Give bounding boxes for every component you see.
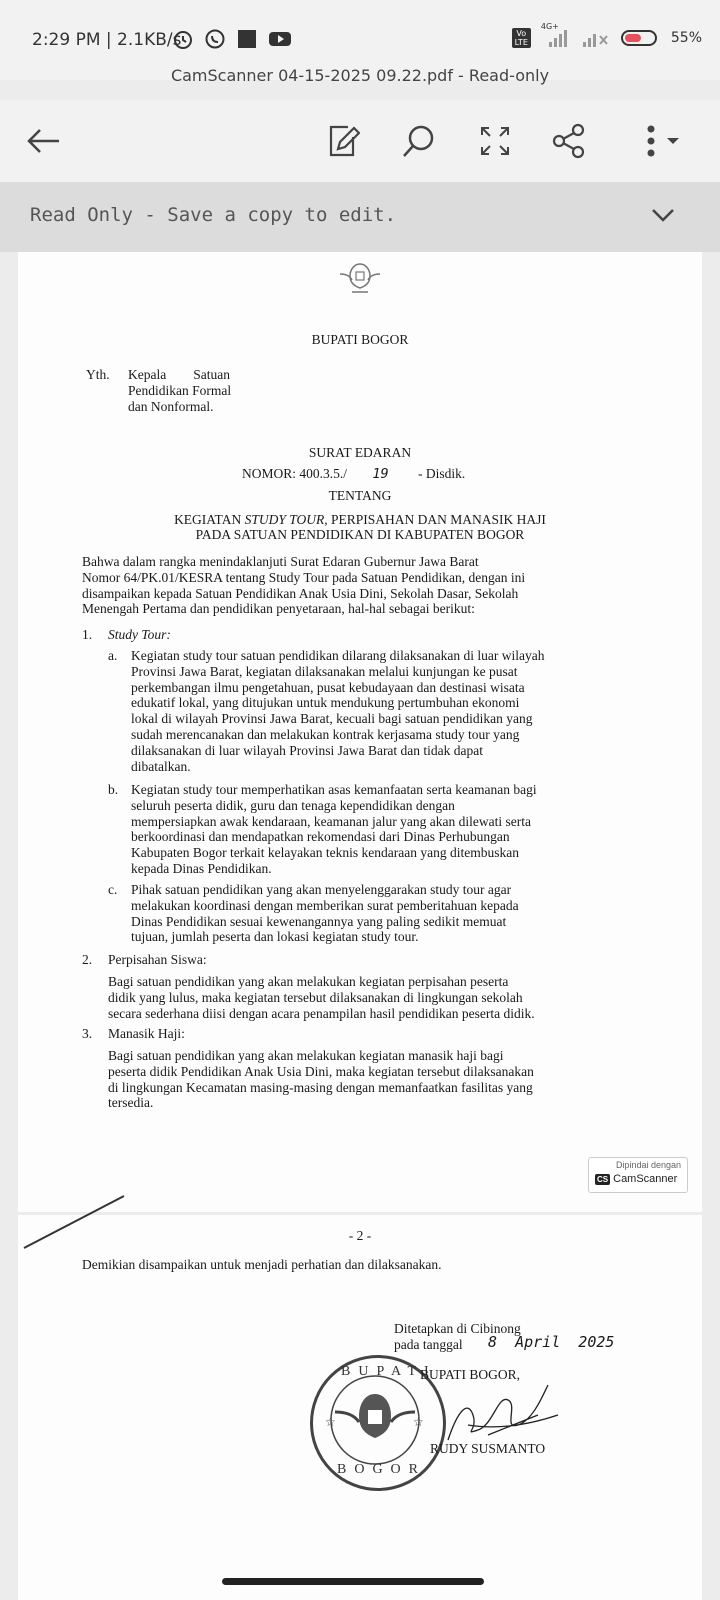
fullscreen-button[interactable] (472, 118, 518, 164)
volte-badge-top: Vo (516, 29, 527, 38)
text-line: Bahwa dalam rangka menindaklanjuti Surat Edaran Gubernur Jawa Barat (82, 554, 479, 569)
volte-badge-bottom: LTE (514, 38, 528, 47)
document-title: CamScanner 04-15-2025 09.22.pdf - Read-only (170, 66, 550, 85)
edit-pen-icon (326, 123, 360, 159)
recipient-line-3: dan Nonformal. (128, 399, 214, 414)
section-1-title: Study Tour: (108, 627, 171, 642)
text-line: Bagi satuan pendidikan yang akan melakukan kegiatan manasik haji bagi (108, 1048, 504, 1063)
document-page-1 (18, 252, 702, 1212)
closing-statement: Demikian disampaikan untuk menjadi perhatian dan dilaksanakan. (82, 1257, 442, 1272)
text-line: Dinas Pendidikan sesuai kewenangannya yang paling sedikit memuat (131, 913, 507, 929)
camscanner-logo-icon: CS (597, 1174, 609, 1184)
text-line: melakukan koordinasi dengan memberikan surat pemberitahuan kepada (131, 897, 519, 913)
text-line: tujuan, jumlah peserta dan lokasi kegiatan study tour. (131, 929, 419, 945)
page-number: - 2 - (348, 1228, 372, 1243)
svg-text:☆: ☆ (325, 1415, 336, 1429)
signer-name: RUDY SUSMANTO (430, 1441, 546, 1456)
back-button[interactable] (20, 118, 66, 164)
section-3-number: 3. (82, 1026, 93, 1041)
item-a-text (131, 648, 643, 774)
edit-button[interactable] (320, 118, 366, 164)
status-notification-icons (172, 28, 292, 50)
date-handwritten: 8 April 2025 (488, 1333, 615, 1351)
whatsapp-icon (204, 28, 226, 50)
garuda-emblem-icon (336, 256, 384, 302)
home-indicator[interactable] (222, 1578, 484, 1585)
section-3-title: Manasik Haji: (108, 1026, 185, 1041)
text-line: edukatif lokal, yang ditujukan untuk mendukung pertumbuhan ekonomi (131, 695, 520, 711)
text-line: Nomor 64/PK.01/KESRA tentang Study Tour pada Satuan Pendidikan, dengan ini (82, 569, 526, 585)
text-line: Kabupaten Bogor terkait kelayakan teknis kendaraan yang ditembuskan (131, 845, 519, 861)
svg-text:☆: ☆ (413, 1415, 424, 1429)
item-c-marker: c. (108, 882, 118, 897)
text-line: didik yang lulus, maka kegiatan tersebut dilaksanakan di lingkungan sekolah (108, 989, 523, 1005)
battery-percent: 55% (670, 30, 702, 46)
date-label: pada tanggal (394, 1337, 463, 1352)
text-line: seluruh peserta didik, guru dan tenaga kependidikan dengan (131, 797, 455, 813)
document-type: SURAT EDARAN (308, 445, 412, 460)
subject-part-a: KEGIATAN (174, 512, 245, 527)
letter-heading: BUPATI BOGOR (311, 332, 409, 347)
signal-bars-icon (541, 28, 571, 48)
more-vertical-icon (633, 123, 683, 159)
camscanner-watermark (588, 1157, 688, 1193)
section-3-text (108, 1048, 644, 1111)
share-button[interactable] (546, 118, 592, 164)
subject-line-2: PADA SATUAN PENDIDIKAN DI KABUPATEN BOGOR (195, 527, 525, 542)
text-line: Menengah Pertama dan pendidikan penyetaraan, hal-hal sebagai berikut: (82, 601, 475, 617)
chevron-down-icon[interactable] (650, 204, 676, 226)
text-line: di lingkungan Kecamatan masing-masing dengan memanfaatkan fasilitas yang (108, 1079, 533, 1095)
section-1-number: 1. (82, 627, 93, 642)
number-handwritten: 19 (372, 466, 389, 482)
battery-icon (621, 28, 661, 48)
text-line: dilaksanakan di luar wilayah Provinsi Jawa Barat dan tidak dapat (131, 742, 484, 758)
text-line: Pihak satuan pendidikan yang akan menyelenggarakan study tour agar (131, 882, 512, 897)
search-button[interactable] (396, 118, 442, 164)
item-b-text (131, 782, 643, 877)
recipient-line-1: Kepala Satuan (128, 367, 230, 382)
text-line: perkembangan ilmu pengetahuan, pusat kebudayaan dan destinasi wisata (131, 679, 525, 695)
read-only-banner-text: Read Only - Save a copy to edit. (30, 204, 397, 226)
text-line: Provinsi Jawa Barat, kegiatan dilaksanakan melalui kunjungan ke pusat (131, 663, 518, 679)
subject-line-1 (18, 512, 702, 528)
subject-part-b: STUDY TOUR (244, 512, 325, 527)
recipient-prefix: Yth. (86, 367, 110, 382)
signal-bars-no-service-icon (581, 28, 611, 48)
document-number (242, 466, 542, 483)
text-line: tersedia. (108, 1095, 154, 1111)
read-only-banner[interactable] (0, 182, 720, 252)
text-line: dibatalkan. (131, 758, 191, 774)
document-page-2 (18, 1215, 702, 1600)
search-icon (401, 123, 437, 159)
place-label: Ditetapkan di Cibinong (394, 1321, 521, 1336)
text-line: Kegiatan study tour satuan pendidikan dilarang dilaksanakan di luar wilayah (131, 648, 545, 663)
fullscreen-icon (479, 125, 511, 157)
item-c-text (131, 882, 643, 945)
alarm-icon (172, 28, 194, 50)
more-options-button[interactable] (628, 118, 688, 164)
seal-bottom-text: BOGOR (337, 1462, 427, 1477)
subject-part-c: , PERPISAHAN DAN MANASIK HAJI (324, 512, 546, 527)
section-2-text (108, 974, 644, 1021)
garuda-emblem-icon (313, 1358, 437, 1482)
item-a-marker: a. (108, 648, 118, 663)
arrow-left-icon (25, 126, 61, 156)
signal-4g (540, 22, 571, 48)
youtube-icon (268, 28, 292, 50)
text-line: secara sederhana diisi dengan acara penampilan hasil pendidikan peserta didik. (108, 1005, 535, 1021)
section-2-title: Perpisahan Siswa: (108, 952, 207, 967)
share-icon (551, 123, 587, 159)
pen-stroke-mark (20, 1193, 130, 1253)
recipient-line-2: Pendidikan Formal (128, 383, 232, 398)
text-line: sudah merencanakan dan melakukan kontrak kerjasama study tour yang (131, 726, 520, 742)
text-line: disampaikan kepada Satuan Pendidikan Anak Usia Dini, Sekolah Dasar, Sekolah (82, 585, 519, 601)
volte-badge (512, 28, 531, 48)
text-line: mempersiapkan awak kendaraan, keamanan jalur yang akan dilewati serta (131, 813, 531, 829)
seal-top-text: BUPATI (341, 1364, 437, 1379)
number-suffix: - Disdik. (418, 466, 466, 481)
status-system-icons (512, 22, 702, 48)
intro-paragraph (82, 554, 642, 617)
about-label: TENTANG (328, 488, 392, 503)
status-time: 2:29 PM | 2.1KB/s (32, 30, 182, 50)
app-square-icon (236, 28, 258, 50)
text-line: berkoordinasi dan mendapatkan rekomendasi dari Dinas Perhubungan (131, 829, 510, 845)
text-line: lokal di wilayah Provinsi Jawa Barat, kecuali bagi satuan pendidikan yang (131, 711, 533, 727)
text-line: peserta didik Pendidikan Anak Usia Dini, maka kegiatan tersebut dilaksanakan (108, 1063, 534, 1079)
item-b-marker: b. (108, 782, 119, 797)
signal-4g-label: 4G+ (540, 22, 559, 31)
text-line: Bagi satuan pendidikan yang akan melakukan kegiatan perpisahan peserta (108, 974, 509, 989)
text-line: Kegiatan study tour memperhatikan asas kemanfaatan serta keamanan bagi (131, 782, 537, 797)
toolbar (0, 100, 720, 182)
text-line: kepada Dinas Pendidikan. (131, 860, 272, 876)
scanner-name: CamScanner (613, 1173, 678, 1185)
number-label: NOMOR: 400.3.5./ (242, 466, 348, 481)
scanner-caption: Dipindai dengan (615, 1160, 681, 1170)
section-2-number: 2. (82, 952, 93, 967)
signer-title: BUPATI BOGOR, (420, 1367, 521, 1382)
